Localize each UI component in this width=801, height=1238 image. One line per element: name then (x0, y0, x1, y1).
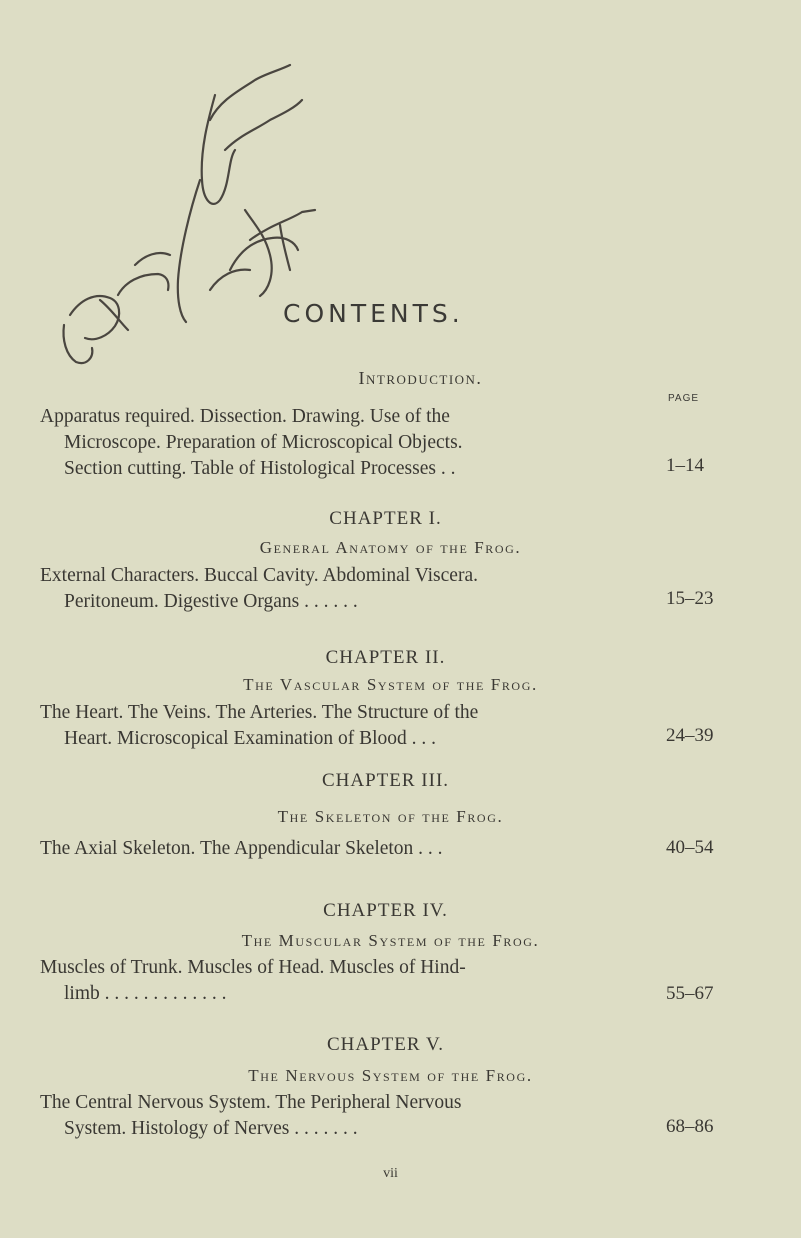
entry-line: System. Histology of Nerves . . . . . . . (64, 1118, 358, 1139)
page-range: 1–14 (666, 455, 704, 476)
chapter-entry (40, 1090, 680, 1142)
entry-line: The Heart. The Veins. The Arteries. The Structure of the (40, 702, 479, 723)
chapter-subtitle: The Nervous System of the Frog. (248, 1066, 533, 1085)
chapter-heading: CHAPTER IV. (323, 900, 448, 921)
page-title: CONTENTS. (283, 299, 464, 328)
entry-line: Heart. Microscopical Examination of Blood . . . (64, 728, 437, 749)
chapter-heading: CHAPTER V. (327, 1034, 444, 1055)
entry-line: limb . . . . . . . . . . . . . (64, 983, 227, 1004)
chapter-heading: CHAPTER II. (325, 647, 446, 668)
chapter-subtitle: The Muscular System of the Frog. (241, 931, 540, 950)
entry-line: The Axial Skeleton. The Appendicular Skeleton . . . (40, 838, 443, 859)
chapter-entry (40, 700, 680, 752)
entry-line: Muscles of Trunk. Muscles of Head. Muscles of Hind- (40, 957, 466, 978)
page-range: 40–54 (666, 837, 714, 858)
introduction-entry (40, 404, 680, 482)
entry-line: Section cutting. Table of Histological Processes . . (64, 458, 456, 479)
chapter-subtitle: The Skeleton of the Frog. (277, 807, 504, 826)
page-range: 68–86 (666, 1116, 714, 1137)
page-column-label: PAGE (668, 393, 700, 404)
chapter-entry (40, 563, 680, 615)
entry-line: Peritoneum. Digestive Organs . . . . . . (64, 591, 358, 612)
entry-line: Apparatus required. Dissection. Drawing. Use of the (40, 406, 450, 427)
page-range: 24–39 (666, 725, 714, 746)
chapter-heading: CHAPTER III. (321, 770, 450, 791)
chapter-subtitle: General Anatomy of the Frog. (259, 538, 522, 557)
entry-line: External Characters. Buccal Cavity. Abdominal Viscera. (40, 565, 478, 586)
chapter-subtitle: The Vascular System of the Frog. (243, 675, 538, 694)
chapter-entry (40, 836, 680, 862)
chapter-heading: CHAPTER I. (329, 508, 442, 529)
entry-line: The Central Nervous System. The Peripheral Nervous (40, 1092, 462, 1113)
page-number: vii (383, 1166, 398, 1181)
page-range: 55–67 (666, 983, 714, 1004)
chapter-entry (40, 955, 680, 1007)
introduction-heading: Introduction. (358, 368, 483, 388)
entry-line: Microscope. Preparation of Microscopical Objects. (64, 432, 463, 453)
page-range: 15–23 (666, 588, 714, 609)
